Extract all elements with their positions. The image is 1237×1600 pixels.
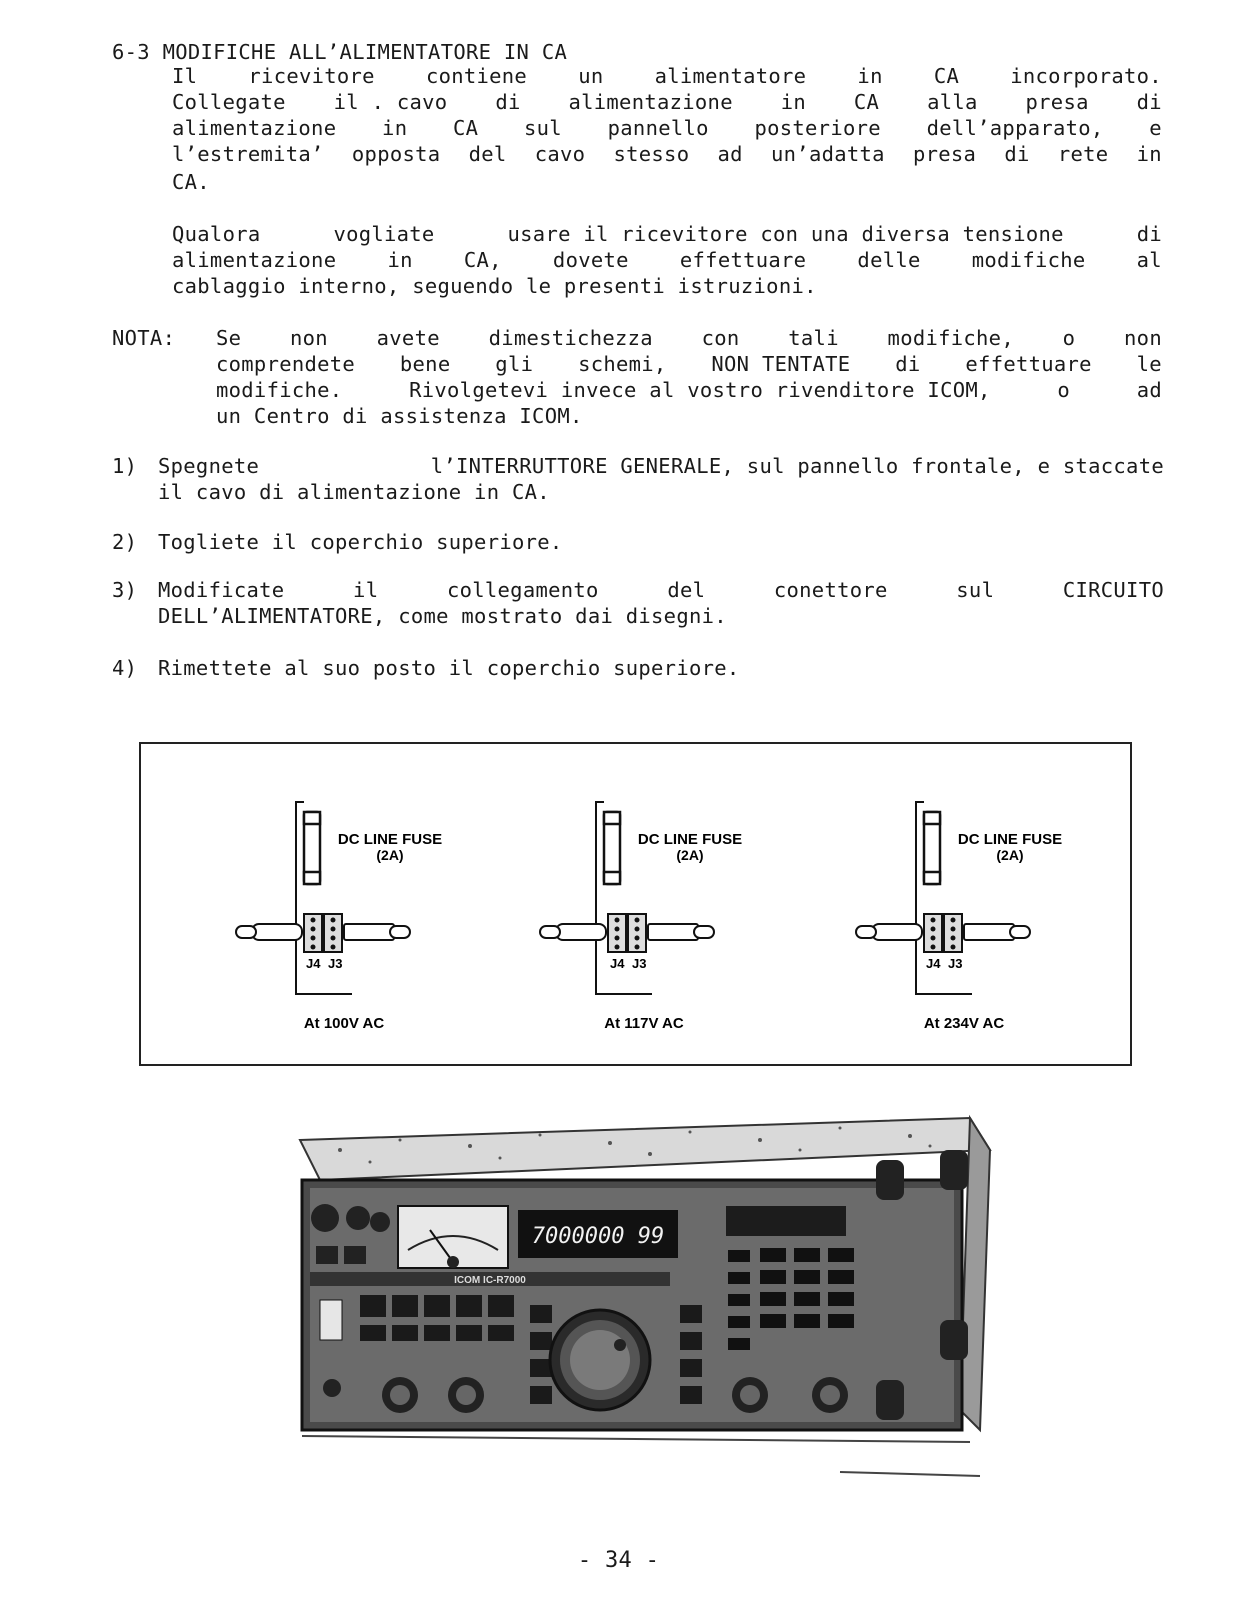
word: CA — [853, 90, 880, 114]
text-line — [172, 142, 1162, 166]
word: alla — [927, 90, 978, 114]
word: dimestichezza — [488, 326, 653, 350]
step-number: 4) — [112, 656, 138, 680]
connector-diagram — [236, 802, 442, 1032]
word: effettuare — [965, 352, 1092, 376]
text-line — [216, 378, 1162, 402]
word: ad — [717, 142, 743, 166]
word: di — [1136, 90, 1162, 114]
step-number: 2) — [112, 530, 138, 554]
voltage-caption: At 234V AC — [923, 1015, 1005, 1032]
j4-label: J4 — [926, 956, 941, 971]
word: contiene — [425, 64, 528, 88]
word: il cavo di alimentazione in CA. — [158, 480, 550, 504]
word: modifiche — [971, 248, 1086, 272]
word: del — [468, 142, 507, 166]
word: dovete — [552, 248, 629, 272]
text-line — [172, 222, 1162, 246]
text-line — [158, 656, 740, 680]
word: al — [1136, 248, 1162, 272]
step-number: 1) — [112, 454, 138, 478]
word: pannello — [607, 116, 709, 140]
fuse-label: DC LINE FUSE — [337, 831, 443, 848]
text-line — [216, 352, 1162, 376]
word: non — [1124, 326, 1162, 350]
word: tali — [788, 326, 839, 350]
word: non — [290, 326, 328, 350]
section-heading: 6-3 MODIFICHE ALL’ALIMENTATORE IN CA — [112, 40, 568, 64]
word: un — [578, 64, 604, 88]
word: incorporato. — [1010, 64, 1162, 88]
fuse-rating: (2A) — [676, 847, 704, 863]
text-line — [172, 64, 1162, 88]
word: conettore — [773, 578, 888, 602]
word: schemi, — [578, 352, 667, 376]
word: il — [353, 578, 379, 602]
word: Il — [172, 64, 198, 88]
word: di — [1004, 142, 1030, 166]
text-line — [158, 578, 1164, 602]
word: collegamento — [446, 578, 599, 602]
word: bene — [399, 352, 451, 376]
receiver-drawing — [280, 1110, 1000, 1490]
word: opposta — [351, 142, 441, 166]
voltage-caption: At 100V AC — [303, 1015, 385, 1032]
word: sul — [524, 116, 562, 140]
word: di — [895, 352, 921, 376]
j3-label: J3 — [948, 956, 963, 971]
word: gli — [495, 352, 534, 376]
receiver-illustration — [280, 1110, 1000, 1490]
frequency-readout: 7000000 99 — [531, 1224, 665, 1249]
voltage-caption: At 117V AC — [604, 1015, 684, 1032]
word: ricevitore — [248, 64, 375, 88]
word: l’estremita’ — [172, 142, 324, 166]
word: avete — [376, 326, 440, 350]
word: rete — [1057, 142, 1109, 166]
word: modifiche, — [887, 326, 1014, 350]
word: CA, — [463, 248, 502, 272]
text-line — [172, 90, 1162, 114]
word: con — [701, 326, 740, 350]
word: sul — [956, 578, 995, 602]
word: alimentazione — [172, 248, 337, 272]
word: l’INTERRUTTORE GENERALE, sul pannello frontale, e staccate — [430, 454, 1164, 478]
word: le — [1136, 352, 1162, 376]
word: CA. — [172, 170, 210, 194]
word: CA — [453, 116, 479, 140]
word: vogliate — [333, 222, 435, 246]
text-line — [172, 274, 817, 298]
fuse-label: DC LINE FUSE — [637, 831, 743, 848]
word: in — [1136, 142, 1162, 166]
word: delle — [857, 248, 921, 272]
word: Qualora — [172, 222, 261, 246]
connector-diagram — [856, 802, 1062, 1032]
word: alimentatore — [654, 64, 807, 88]
word: in — [387, 248, 413, 272]
word: modifiche. — [216, 378, 343, 402]
word: presa — [1025, 90, 1089, 114]
connector-diagram-svg — [141, 744, 1130, 1064]
text-line — [216, 326, 1162, 350]
word: in — [780, 90, 807, 114]
word: stesso — [613, 142, 690, 166]
j4-label: J4 — [306, 956, 321, 971]
word: o — [1057, 378, 1070, 402]
word: in — [857, 64, 883, 88]
word: posteriore — [754, 116, 881, 140]
word: un’adatta — [771, 142, 885, 166]
word: o — [1062, 326, 1076, 350]
word: CA — [933, 64, 960, 88]
text-line — [216, 404, 583, 428]
word: dell’apparato, — [926, 116, 1104, 140]
text-line — [172, 116, 1162, 140]
word: presa — [912, 142, 977, 166]
word: cavo — [534, 142, 586, 166]
word: in — [382, 116, 408, 140]
word: effettuare — [679, 248, 807, 272]
word: Togliete il coperchio superiore. — [158, 530, 563, 554]
j3-label: J3 — [632, 956, 647, 971]
word: Se — [216, 326, 242, 350]
word: e — [1149, 116, 1162, 140]
word: NON TENTATE — [711, 352, 851, 376]
text-line — [172, 248, 1162, 272]
word: DELL’ALIMENTATORE, come mostrato dai disegni. — [158, 604, 727, 628]
j3-label: J3 — [328, 956, 343, 971]
fuse-rating: (2A) — [376, 847, 404, 863]
connector-diagrams — [139, 742, 1132, 1066]
text-line — [172, 170, 210, 194]
word: Rivolgetevi invece al vostro rivenditore ICOM, — [409, 378, 991, 402]
word: di — [1136, 222, 1162, 246]
word: CIRCUITO — [1062, 578, 1164, 602]
brand-strip: ICOM IC-R7000 — [454, 1275, 526, 1286]
fuse-label: DC LINE FUSE — [957, 831, 1063, 848]
word: cablaggio interno, seguendo le presenti istruzioni. — [172, 274, 817, 298]
step-number: 3) — [112, 578, 138, 602]
text-line — [158, 530, 563, 554]
word: il . cavo — [333, 90, 448, 114]
word: ad — [1136, 378, 1162, 402]
j4-label: J4 — [610, 956, 625, 971]
connector-diagram — [540, 802, 742, 1032]
word: Collegate — [172, 90, 286, 114]
text-line — [158, 604, 727, 628]
word: di — [495, 90, 521, 114]
word: un Centro di assistenza ICOM. — [216, 404, 583, 428]
word: alimentazione — [172, 116, 337, 140]
word: usare il ricevitore con una diversa tensione — [507, 222, 1064, 246]
word: Rimettete al suo posto il coperchio superiore. — [158, 656, 740, 680]
text-line — [158, 480, 550, 504]
word: alimentazione — [568, 90, 733, 114]
word: Spegnete — [158, 454, 260, 478]
text-line — [158, 454, 1164, 478]
word: comprendete — [216, 352, 356, 376]
fuse-rating: (2A) — [996, 847, 1024, 863]
word: Modificate — [158, 578, 285, 602]
page-number: - 34 - — [577, 1548, 660, 1573]
word: del — [667, 578, 706, 602]
note-label: NOTA: — [112, 326, 176, 350]
